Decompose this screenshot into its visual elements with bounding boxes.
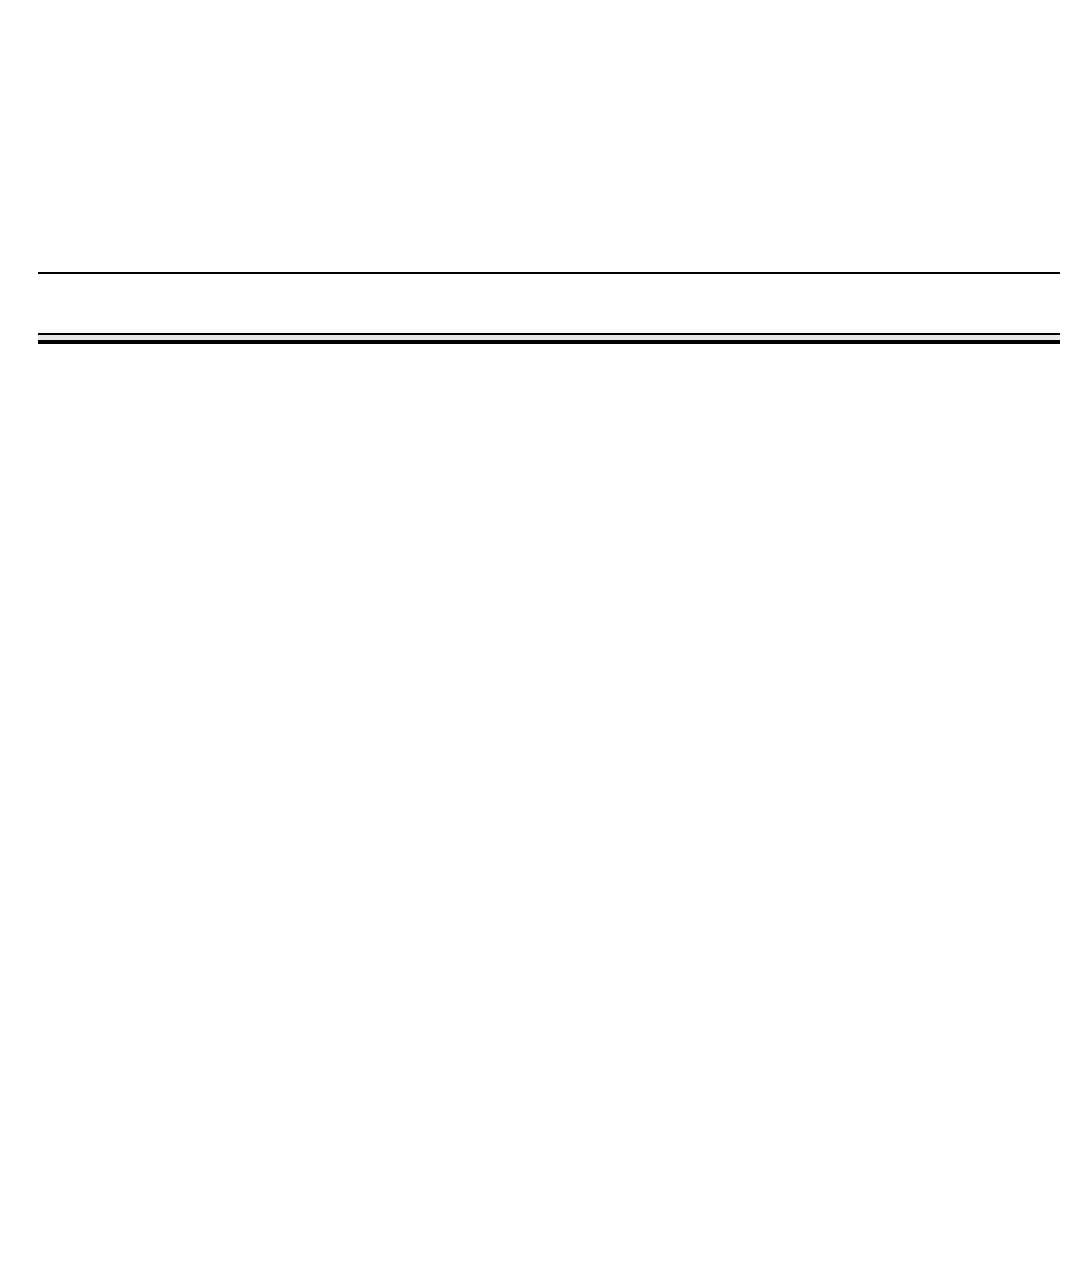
contact-data-table <box>38 333 1060 344</box>
table-header <box>38 333 1060 342</box>
load-limit-chart <box>0 778 1067 1278</box>
horizontal-rule <box>38 272 1060 274</box>
